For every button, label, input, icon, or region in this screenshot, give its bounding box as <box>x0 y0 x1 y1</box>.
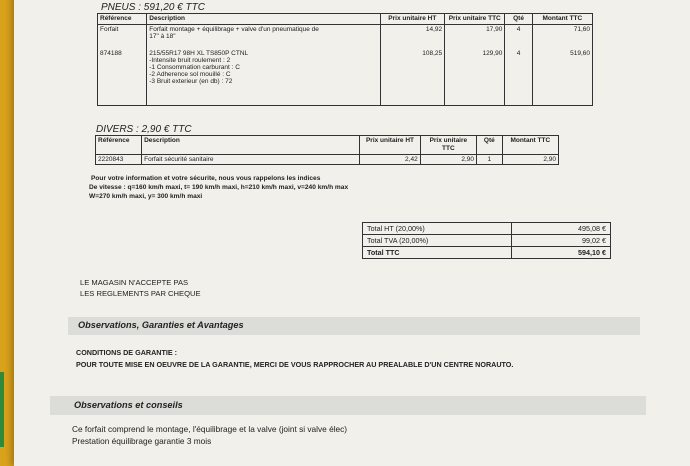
row-montant: 71,60 <box>532 25 592 50</box>
desc-line: Forfait montage + équilibrage + valve d'un pneumatique de <box>149 26 319 34</box>
divers-header-row <box>96 136 559 155</box>
conseils-line: Prestation équilibrage garantie 3 mois <box>72 436 212 447</box>
total-ttc-label: Total TTC <box>363 247 512 259</box>
divers-section-title: DIVERS : 2,90 € TTC <box>96 124 192 135</box>
conseils-title: Observations et conseils <box>74 400 183 410</box>
note-line: De vitesse : q=160 km/h maxi, t= 190 km/h maxi, h=210 km/h maxi, v=240 km/h max <box>89 183 349 191</box>
row-reference: Forfait <box>98 25 147 50</box>
total-ht-value: 495,08 € <box>512 223 611 235</box>
guarantee-text: POUR TOUTE MISE EN OEUVRE DE LA GARANTIE, MERCI DE VOUS RAPPROCHER AU PREALABLE D'UN CENTRE NORAUTO. <box>76 360 514 369</box>
desc-line: -3 Bruit exterieur (en db) : 72 <box>149 78 233 86</box>
desc-line: 215/55R17 98H XL TS850P CTNL <box>149 50 249 58</box>
row-reference: 2220843 <box>96 155 142 165</box>
row-montant: 519,60 <box>532 49 592 106</box>
total-ht-label: Total HT (20,00%) <box>363 223 512 235</box>
observations-title: Observations, Garanties et Avantages <box>78 320 244 330</box>
total-ttc-row <box>363 247 611 259</box>
col-description: Description <box>147 14 380 25</box>
col-reference: Référence <box>98 14 147 25</box>
row-description <box>147 25 380 50</box>
row-qte: 4 <box>505 49 532 106</box>
desc-line: -1 Consommation carburant : C <box>149 64 240 72</box>
row-qte: 4 <box>505 25 532 50</box>
row-reference: 874188 <box>98 49 147 106</box>
col-reference: Référence <box>96 136 142 155</box>
row-prix-ttc: 17,90 <box>445 25 505 50</box>
desc-line: -2 Adherence sol mouillé : C <box>149 71 231 79</box>
total-ttc-value: 594,10 € <box>512 247 611 259</box>
pneus-header-row <box>98 14 593 25</box>
table-row <box>98 25 593 50</box>
col-prix-ht: Prix unitaire HT <box>380 14 445 25</box>
col-qte: Qté <box>477 136 503 155</box>
col-prix-ttc: Prix unitaire TTC <box>445 14 505 25</box>
row-prix-ht: 108,25 <box>380 49 445 106</box>
total-tva-label: Total TVA (20,00%) <box>363 235 512 247</box>
conseils-text <box>72 423 347 447</box>
conseils-band <box>50 396 646 415</box>
total-tva-value: 99,02 € <box>512 235 611 247</box>
conseils-line: Ce forfait comprend le montage, l'équilibrage et la valve (joint si valve élec) <box>72 424 348 434</box>
col-qte: Qté <box>505 14 532 25</box>
total-tva-row <box>363 235 611 247</box>
desc-line: 17" à 18" <box>149 33 176 41</box>
speed-index-notes <box>91 175 348 202</box>
pneus-table <box>97 13 593 106</box>
divers-table <box>95 135 559 165</box>
col-description: Description <box>142 136 360 155</box>
table-row <box>96 155 559 165</box>
row-prix-ttc: 2,90 <box>420 155 476 165</box>
payment-notice <box>80 277 201 300</box>
col-prix-ttc: Prix unitaire TTC <box>420 136 476 155</box>
total-ht-row <box>363 223 611 235</box>
table-row <box>98 49 593 106</box>
row-prix-ht: 14,92 <box>380 25 445 50</box>
row-prix-ht: 2,42 <box>360 155 420 165</box>
guarantee-heading: CONDITIONS DE GARANTIE : <box>76 348 178 357</box>
row-description: Forfait sécurité sanitaire <box>142 155 360 165</box>
notice-line: LES REGLEMENTS PAR CHEQUE <box>80 289 201 299</box>
row-description <box>147 49 380 106</box>
green-edge-marker <box>0 372 4 447</box>
row-prix-ttc: 129,90 <box>445 49 505 106</box>
col-montant: Montant TTC <box>502 136 558 155</box>
totals-table <box>362 222 611 259</box>
row-montant: 2,90 <box>502 155 558 165</box>
notice-line: LE MAGASIN N'ACCEPTE PAS <box>80 278 189 287</box>
row-qte: 1 <box>477 155 503 165</box>
desc-line: -Intensite bruit roulement : 2 <box>149 57 231 65</box>
observations-band <box>68 317 640 335</box>
col-montant: Montant TTC <box>532 14 592 25</box>
pneus-section-title: PNEUS : 591,20 € TTC <box>101 2 205 13</box>
note-line: W=270 km/h maxi, y= 300 km/h maxi <box>89 192 203 200</box>
col-prix-ht: Prix unitaire HT <box>360 136 420 155</box>
note-line: Pour votre information et votre sécurite, nous vous rappelons les indices <box>91 175 321 182</box>
